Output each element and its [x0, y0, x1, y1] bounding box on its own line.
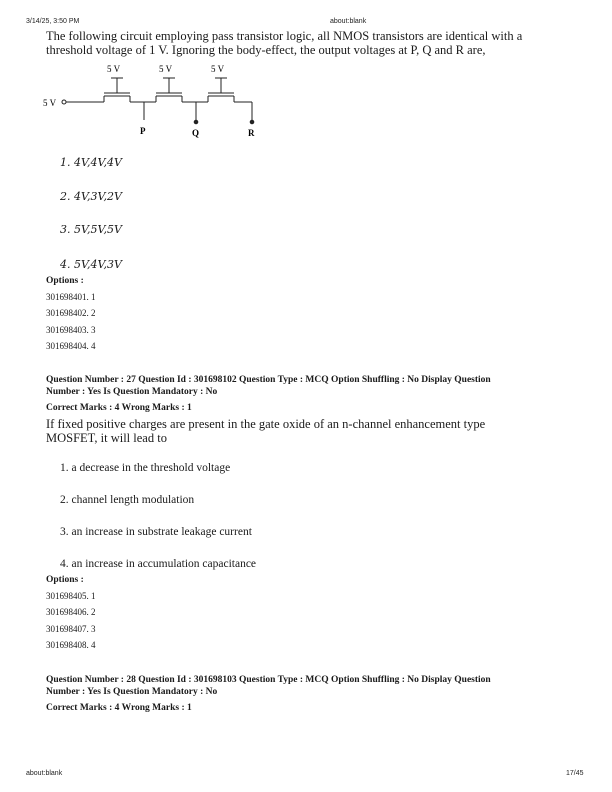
- gate1-voltage-label: 5 V: [107, 64, 121, 74]
- q28-meta-line2: Number : Yes Is Question Mandatory : No: [46, 687, 218, 697]
- node-r-label: R: [248, 128, 255, 138]
- q27-marks: Correct Marks : 4 Wrong Marks : 1: [46, 403, 192, 413]
- q26-option-code-1: 301698401. 1: [46, 292, 96, 302]
- q27-option-code-1: 301698405. 1: [46, 591, 96, 601]
- q27-option-2: 2. channel length modulation: [60, 494, 195, 506]
- input-voltage-label: 5 V: [43, 98, 57, 108]
- node-q-label: Q: [192, 128, 200, 138]
- q27-meta-line1: Question Number : 27 Question Id : 301698102 Question Type : MCQ Option Shuffling : No Display Question: [46, 375, 491, 385]
- q26-option-code-4: 301698404. 4: [46, 341, 96, 351]
- q27-text-line1: If fixed positive charges are present in the gate oxide of an n-channel enhancement type: [46, 417, 486, 431]
- q27-option-3: 3. an increase in substrate leakage current: [60, 526, 252, 538]
- print-datetime: 3/14/25, 3:50 PM: [26, 18, 80, 25]
- q27-text-line2: MOSFET, it will lead to: [46, 431, 167, 445]
- q27-option-code-3: 301698407. 3: [46, 624, 96, 634]
- q27-option-4: 4. an increase in accumulation capacitance: [60, 558, 257, 570]
- input-node: [62, 100, 66, 104]
- pass-transistor-circuit: [40, 60, 280, 140]
- q26-option-3: 3. 5V,5V,5V: [60, 223, 122, 236]
- node-p-label: P: [140, 126, 146, 136]
- q26-option-4: 4. 5V,4V,3V: [60, 258, 122, 271]
- q28-meta-line1: Question Number : 28 Question Id : 301698103 Question Type : MCQ Option Shuffling : No Display Question: [46, 675, 491, 685]
- gate3-voltage-label: 5 V: [211, 64, 225, 74]
- q26-text-line1: The following circuit employing pass transistor logic, all NMOS transistors are identical with a: [46, 29, 523, 43]
- print-page-title: about:blank: [330, 18, 367, 25]
- q26-text-line2: threshold voltage of 1 V. Ignoring the body-effect, the output voltages at P, Q and R are,: [46, 43, 486, 57]
- q27-option-1: 1. a decrease in the threshold voltage: [60, 462, 231, 474]
- q27-option-code-4: 301698408. 4: [46, 640, 96, 650]
- q26-option-2: 2. 4V,3V,2V: [60, 190, 122, 203]
- q28-marks: Correct Marks : 4 Wrong Marks : 1: [46, 703, 192, 713]
- q27-options-label: Options :: [46, 575, 84, 585]
- footer-url: about:blank: [26, 770, 63, 777]
- gate2-voltage-label: 5 V: [159, 64, 173, 74]
- q26-option-code-3: 301698403. 3: [46, 325, 96, 335]
- q27-option-code-2: 301698406. 2: [46, 607, 96, 617]
- q26-options-label: Options :: [46, 276, 84, 286]
- q26-option-1: 1. 4V,4V,4V: [60, 156, 122, 169]
- footer-page-number: 17/45: [566, 770, 584, 777]
- q27-meta-line2: Number : Yes Is Question Mandatory : No: [46, 387, 218, 397]
- q26-option-code-2: 301698402. 2: [46, 308, 96, 318]
